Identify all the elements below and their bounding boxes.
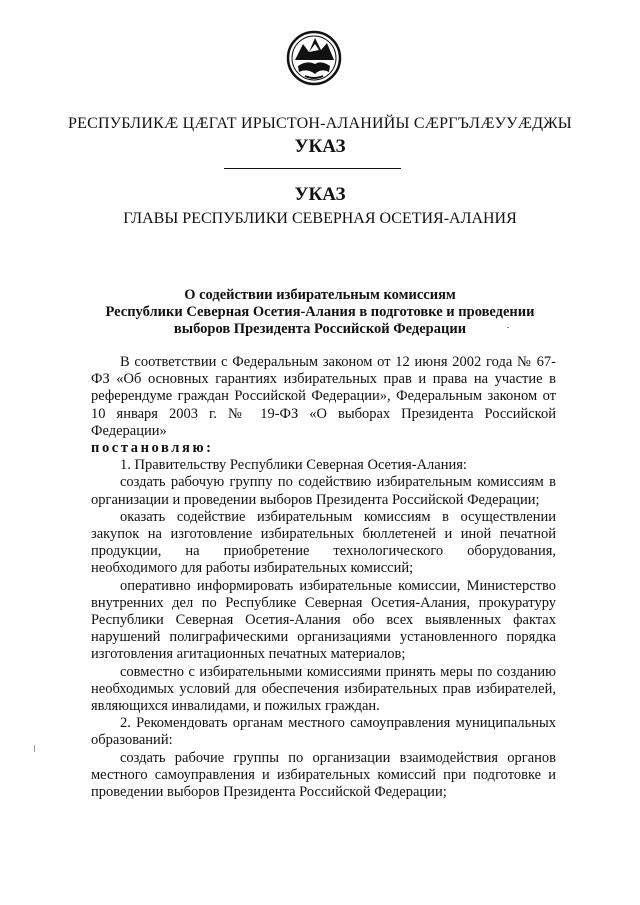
intro-paragraph: В соответствии с Федеральным законом от 12 июня 2002 года № 67-ФЗ «Об основных гарантиях избирательных прав и права на участие в референдуме граждан Российской Федерации», Федеральным законом от 10 января 2003 г. № 19-ФЗ «О выборах Президента Российской Федерации»: [91, 354, 556, 439]
decree-title-line: О содействии избирательным комиссиям: [184, 287, 456, 303]
clause-1-item: оказать содействие избирательным комиссиям в осуществлении закупок на изготовление избирательных бюллетеней и иной печатной продукции, на приобретение технологического оборудования, необходимого для работы избирательных комиссий;: [91, 508, 556, 577]
republic-line: РЕСПУБЛИКӔ ЦӔГАТ ИРЫСТОН-АЛАНИЙЫ СӔРГЪЛӔУУӔДЖЫ: [68, 115, 572, 132]
coat-of-arms-icon: [285, 30, 343, 86]
head-of-republic-line: ГЛАВЫ РЕСПУБЛИКИ СЕВЕРНАЯ ОСЕТИЯ-АЛАНИЯ: [123, 210, 517, 227]
decree-title: [0, 287, 640, 338]
clause-2-item: создать рабочие группы по организации взаимодействия органов местного самоуправления и избирательных комиссий при подготовке и проведении выборов Президента Российской Федерации;: [91, 749, 556, 801]
decree-body: [91, 354, 556, 801]
decree-title-line: выборов Президента Российской Федерации: [173, 321, 467, 337]
clause-1-item: создать рабочую группу по содействию избирательным комиссиям в организации и проведении выборов Президента Российской Федерации;: [91, 474, 556, 508]
clause-2: 2. Рекомендовать органам местного самоуправления муниципальных образований:: [91, 715, 556, 749]
clause-1-item: оперативно информировать избирательные комиссии, Министерство внутренних дел по Республике Северная Осетия-Алания, прокуратуру Республики Северная Осетия-Алания обо всех выявленных фактах нарушений полиграфическими организациями установленного порядка изготовления агитационных печатных материалов;: [91, 577, 556, 663]
clause-1-item: совместно с избирательными комиссиями принять меры по созданию необходимых условий для обеспечения избирательных прав избирателей, являющихся инвалидами, и пожилых граждан.: [91, 663, 556, 715]
clause-1: 1. Правительству Республики Северная Осетия-Алания:: [120, 457, 467, 474]
divider-rule: [224, 168, 401, 169]
ukaz-heading-russian: УКАЗ: [294, 184, 346, 205]
margin-mark: [34, 745, 35, 752]
decree-word: постановляю:: [91, 440, 214, 457]
scan-artifact: [507, 327, 509, 328]
decree-title-line: Республики Северная Осетия-Алания в подготовке и проведении: [105, 304, 535, 320]
ukaz-heading-ossetian: УКАЗ: [294, 136, 346, 157]
